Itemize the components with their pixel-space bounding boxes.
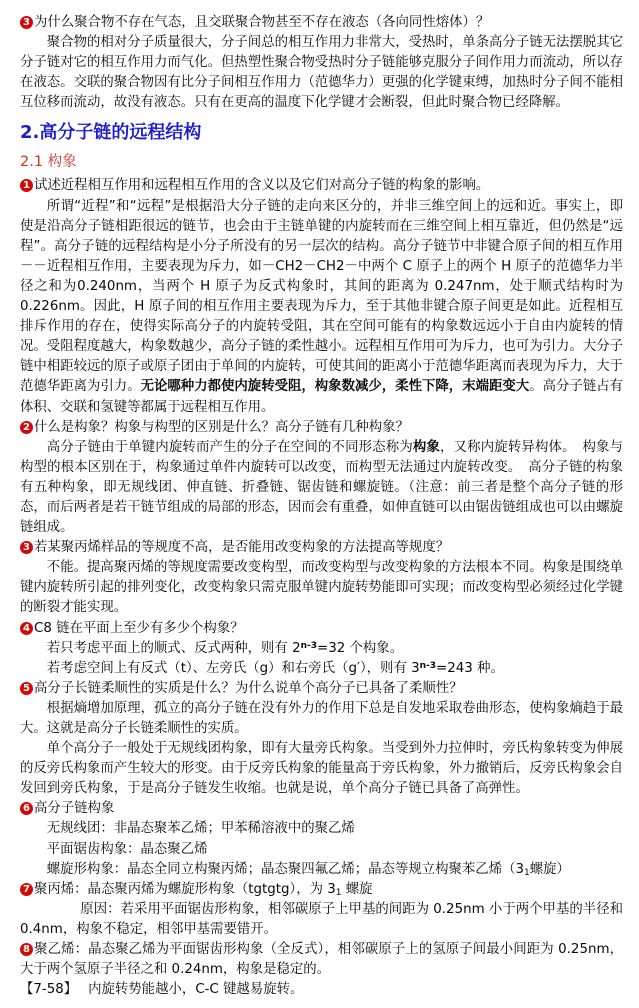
text-run: 螺旋形构象：晶态全同立构聚丙烯；晶态聚四氟乙烯；晶态等规立构聚苯乙烯（3 — [46, 861, 524, 877]
text-run: ，又称内旋转异构体。 构象与构型的根本区别在于，构象通过单件内旋转可以改变，而构型无法通过内旋转改变。 高分子链的构象有五种构象，即无规线团、伸直链、折叠链、锯齿链和螺旋链。（注意：前三者是整个高分子链的形态，而后两者是若干链节组成的局部的形态，因而会有重叠，如伸直链可以由锯齿链组成也可以由螺旋链组成。 — [20, 439, 623, 536]
answer-paragraph — [20, 639, 623, 659]
subsection-heading: 2.1 构象 — [20, 154, 77, 171]
text-run: n-3 — [419, 660, 437, 671]
question-line — [20, 679, 623, 699]
text-run: 若只考虑平面上的顺式、反式两种，则有 2 — [46, 640, 301, 656]
circled-number-marker: 5 — [20, 682, 33, 695]
document-content — [20, 13, 623, 1000]
answer-paragraph — [20, 900, 623, 940]
answer-paragraph — [20, 33, 623, 113]
circled-number-marker: 3 — [20, 16, 33, 29]
answer-paragraph — [20, 558, 623, 618]
text-run: 所谓“近程”和“远程”是根据沿大分子链的走向来区分的，并非三维空间上的远和近。事实上，即使是沿高分子链相距很远的链节，也会由于主链单键的内旋转而在三维空间上相互靠近，但仍然是“远程”。高分子链的远程结构是小分子所没有的另一层次的结构。高分子链节中非键合原子间的相互作用－－近程相互作用，主要表现为斥力，如－CH2－CH2－中两个 C 原子上的两个 H 原子的范德华力半径之和为0.240nm，当两个 H 原子为反式构象时，其间的距离为 0.247nm，处于顺式结构时为 0.226nm。因此，H 原子间的相互作用主要表现为斥力，至于其他非键合原子间更是如此。近程相互排斥作用的存在，使得实际高分子的内旋转受阻，其在空间可能有的构象数远远小于自由内旋转的情况。受阻程度越大，构象数越少，高分子链的柔性越小。远程相互作用可为斥力，也可为引力。大分子链中相距较远的原子或原子团由于单间的内旋转，可使其间的距离小于范德华距离而表现为斥力，大于范德华距离为引力。 — [20, 198, 623, 395]
text-run: 螺旋 — [341, 881, 373, 897]
text-run: n-3 — [300, 640, 318, 651]
answer-paragraph — [20, 980, 623, 1000]
question-line — [20, 619, 623, 639]
question-line — [20, 418, 623, 438]
text-run: 什么是构象？构象与构型的区别是什么？高分子链有几种构象？ — [34, 419, 409, 435]
text-run: 1 — [524, 867, 530, 878]
text-run: 聚乙烯：晶态聚乙烯为平面锯齿形构象（全反式），相邻碳原子上的氢原子间最小间距为 0.25nm，大于两个氢原子半径之和 0.24nm，构象是稳定的。 — [20, 942, 623, 978]
text-run: 原因：若采用平面锯齿形构象，相邻碳原子上甲基的间距为 0.25nm 小于两个甲基的半径和0.4nm，构象不稳定，相邻甲基需要错开。 — [20, 901, 623, 937]
text-run: 单个高分子一般处于无规线团构象，即有大量旁氏构象。当受到外力拉伸时，旁氏构象转变为伸展的反旁氏构象而产生较大的形变。由于反旁氏构象的能量高于旁氏构象，外力撤销后，反旁氏构象会自发回到旁氏构象，于是高分子链发生收缩。也就是说，单个高分子链已具备了高弹性。 — [20, 741, 623, 797]
circled-number-marker: 1 — [20, 179, 33, 192]
question-line — [20, 538, 623, 558]
text-run: 根据熵增加原理，孤立的高分子链在没有外力的作用下总是自发地采取卷曲形态，使构象熵趋于最大。这就是高分子长链柔顺性的实质。 — [20, 700, 623, 736]
answer-paragraph — [20, 659, 623, 679]
text-run: 1 — [335, 887, 342, 898]
question-line — [20, 176, 623, 196]
text-run: 。高分子链占有体积、交联和氢键等都属于远程相互作用。 — [20, 379, 624, 415]
question-line — [20, 940, 623, 980]
text-run: 若某聚丙烯样品的等规度不高，是否能用改变构象的方法提高等规度？ — [34, 540, 450, 556]
text-run: 试述近程相互作用和远程相互作用的含义以及它们对高分子链的构象的影响。 — [34, 178, 490, 194]
answer-paragraph — [20, 699, 623, 739]
answer-paragraph — [20, 438, 623, 538]
circled-number-marker: 6 — [20, 802, 33, 815]
answer-paragraph — [20, 860, 623, 880]
text-run: =32 个构象。 — [317, 640, 404, 656]
text-run: C8 链在平面上至少有多少个构象？ — [34, 620, 244, 636]
answer-paragraph — [20, 739, 623, 799]
text-run: 不能。提高聚丙烯的等规度需要改变构型，而改变构型与改变构象的方法根本不同。构象是围绕单键内旋转所引起的排列变化，改变构象只需克服单键内旋转势能即可实现；而改变构型必须经过化学键的断裂才能实现。 — [20, 560, 623, 616]
section-heading: 2.高分子链的远程结构 — [20, 122, 202, 144]
answer-paragraph — [20, 819, 623, 839]
question-line — [20, 880, 623, 900]
answer-paragraph — [20, 197, 623, 418]
text-run: 高分子链由于单键内旋转而产生的分子在空间的不同形态称为 — [46, 439, 413, 455]
circled-number-marker: 4 — [20, 622, 33, 635]
text-run: 螺旋） — [529, 861, 570, 877]
circled-number-marker: 7 — [20, 883, 33, 896]
text-run: =243 种。 — [436, 660, 504, 676]
text-run: 高分子长链柔顺性的实质是什么？为什么说单个高分子已具备了柔顺性？ — [34, 680, 463, 696]
text-run: 为什么聚合物不存在气态，且交联聚合物甚至不存在液态（各向同性熔体）？ — [34, 15, 490, 30]
text-run: 【7-58】 内旋转势能越小，C-C 键越易旋转。 — [20, 982, 304, 998]
text-run: 高分子链构象 — [34, 801, 115, 817]
text-run: 聚丙烯：晶态聚丙烯为螺旋形构象（tgtgtg），为 3 — [34, 881, 336, 897]
text-run: 聚合物的相对分子质量很大，分子间总的相互作用力非常大，受热时，单条高分子链无法摆脱其它分子链对它的相互作用力而气化。但热塑性聚合物受热时分子链能够克服分子间作用力而流动，所以存在液态。交联的聚合物因有比分子间相互作用力（范德华力）更强的化学键束缚，加热时分子间不能相互位移而流动，故没有液态。只有在更高的温度下化学键才会断裂，但此时聚合物已经降解。 — [20, 35, 623, 111]
answer-paragraph — [20, 840, 623, 860]
text-run: 构象 — [412, 439, 441, 455]
circled-number-marker: 2 — [20, 421, 33, 434]
text-run: 平面锯齿构象：晶态聚乙烯 — [46, 841, 208, 857]
circled-number-marker: 3 — [20, 541, 33, 554]
text-run: 无规线团：非晶态聚苯乙烯；甲苯稀溶液中的聚乙烯 — [46, 821, 355, 837]
question-line — [20, 799, 623, 819]
text-run: 若考虑空间上有反式（t）、左旁氏（g）和右旁氏（g′），则有 3 — [46, 660, 420, 676]
question-line — [20, 13, 623, 33]
text-run: 无论哪种力都使内旋转受阻，构象数减少，柔性下降，末端距变大 — [140, 379, 530, 395]
circled-number-marker: 8 — [20, 943, 33, 956]
